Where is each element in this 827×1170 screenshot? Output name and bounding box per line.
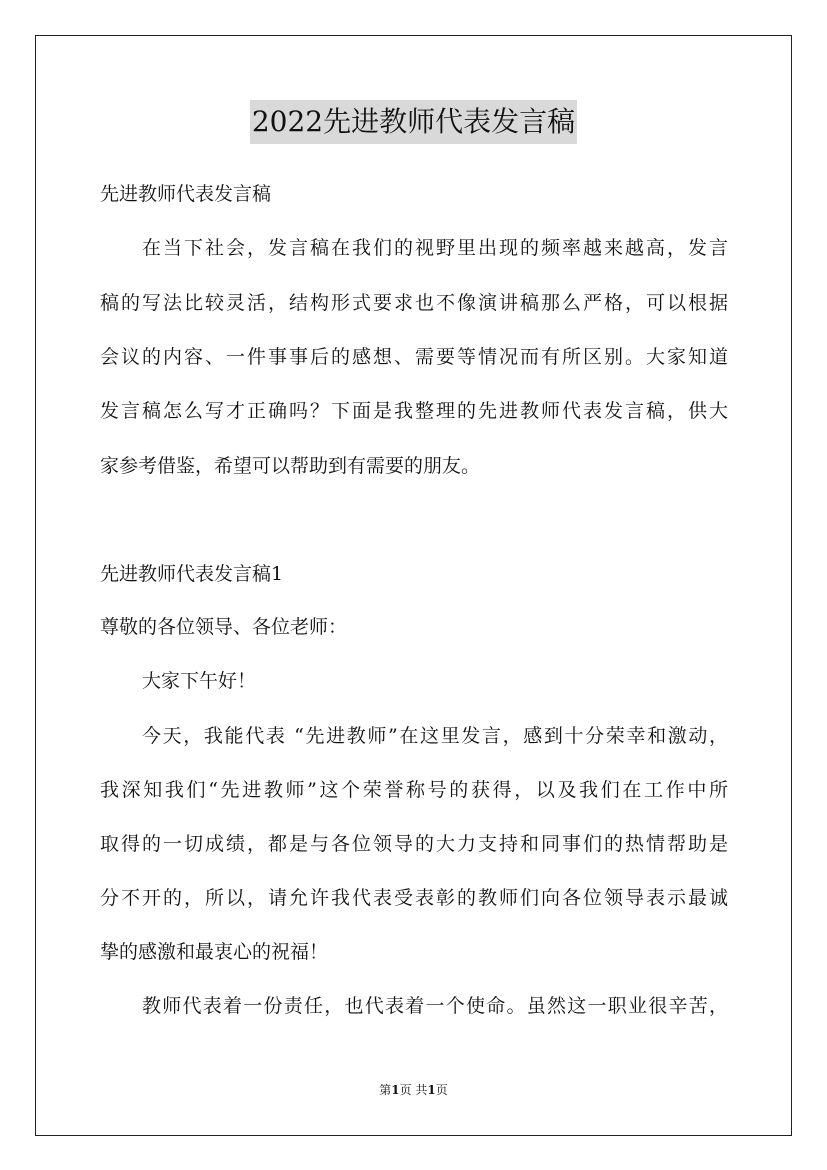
intro-line: 会议的内容、一件事事后的感想、需要等情况而有所区别。大家知道 <box>100 346 728 368</box>
body-line: 教师代表着一份责任，也代表着一个使命。虽然这一职业很辛苦， <box>142 995 728 1017</box>
intro-line: 稿的写法比较灵活，结构形式要求也不像演讲稿那么严格，可以根据 <box>100 292 728 314</box>
page-total: 1 <box>427 1083 436 1097</box>
intro-line: 发言稿怎么写才正确吗？下面是我整理的先进教师代表发言稿，供大 <box>100 400 728 422</box>
salutation: 尊敬的各位领导、各位老师： <box>100 616 348 638</box>
title-wrap <box>0 100 827 144</box>
body-line: 我深知我们“先进教师”这个荣誉称号的获得，以及我们在工作中所 <box>100 779 728 801</box>
intro-line: 在当下社会，发言稿在我们的视野里出现的频率越来越高，发言 <box>142 237 728 259</box>
document-title: 2022先进教师代表发言稿 <box>250 100 577 144</box>
page-suffix: 页 <box>435 1083 448 1097</box>
body-line: 今天，我能代表 “先进教师”在这里发言，感到十分荣幸和激动， <box>142 725 728 747</box>
page-current: 1 <box>391 1083 400 1097</box>
page-prefix: 第 <box>379 1083 392 1097</box>
section-heading: 先进教师代表发言稿1 <box>100 563 284 585</box>
page-mid: 页 共 <box>399 1083 428 1097</box>
document-subtitle: 先进教师代表发言稿 <box>100 183 272 205</box>
intro-line: 家参考借鉴，希望可以帮助到有需要的朋友。 <box>100 455 481 477</box>
greeting: 大家下午好！ <box>142 670 257 692</box>
page-footer <box>0 1082 827 1098</box>
body-line: 挚的感激和最衷心的祝福！ <box>100 941 329 963</box>
body-line: 分不开的，所以，请允许我代表受表彰的教师们向各位领导表示最诚 <box>100 887 728 909</box>
body-line: 取得的一切成绩，都是与各位领导的大力支持和同事们的热情帮助是 <box>100 833 728 855</box>
